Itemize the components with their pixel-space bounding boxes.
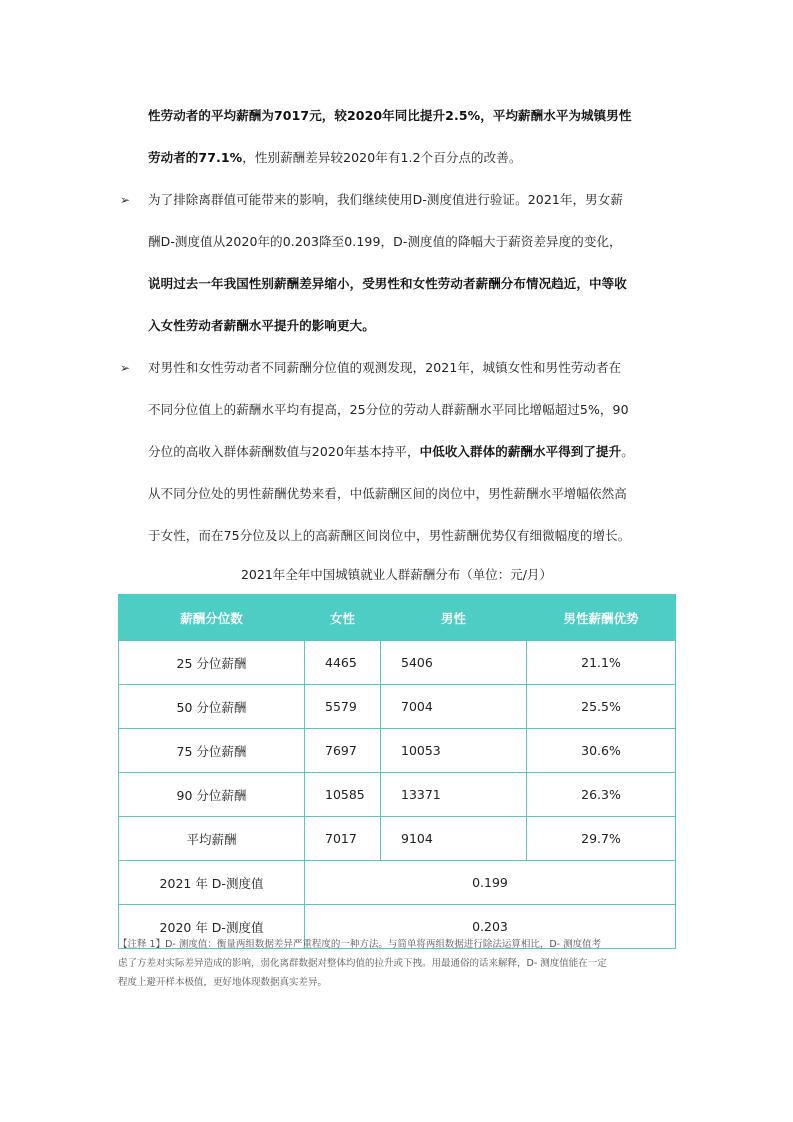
bold-text: 入女性劳动者薪酬水平提升的影响更大。 <box>148 318 375 333</box>
row-label: 2021 年 D-测度值 <box>119 861 305 905</box>
paragraph-line <box>148 442 634 462</box>
text-span: ，性别薪酬差异较2020年有1.2个百分点的改善。 <box>242 150 522 165</box>
bullet-arrow-icon: ➢ <box>120 193 131 207</box>
text-span: 分位的高收入群体薪酬数值与2020年基本持平， <box>148 444 420 459</box>
female-value: 7697 <box>305 729 381 773</box>
table-row <box>119 861 676 905</box>
female-value: 10585 <box>305 773 381 817</box>
bold-text: 性劳动者的平均薪酬为7017元，较2020年同比提升2.5%，平均薪酬水平为城镇男性 <box>148 108 632 123</box>
row-label: 平均薪酬 <box>119 817 305 861</box>
male-value: 7004 <box>381 685 527 729</box>
row-label: 25 分位薪酬 <box>119 641 305 685</box>
footnote <box>118 935 680 992</box>
table-row <box>119 685 676 729</box>
table-header-row <box>119 595 676 641</box>
footnote-line: 程度上避开样本极值，更好地体现数据真实差异。 <box>118 977 328 988</box>
d-measure-value: 0.199 <box>305 861 676 905</box>
table-caption: 2021年全年中国城镇就业人群薪酬分布（单位：元/月） <box>240 567 553 582</box>
paragraph-line <box>148 274 627 294</box>
male-value: 10053 <box>381 729 527 773</box>
row-label: 50 分位薪酬 <box>119 685 305 729</box>
table-row <box>119 729 676 773</box>
header-female: 女性 <box>305 595 381 641</box>
table-row <box>119 817 676 861</box>
table-row <box>119 641 676 685</box>
male-value: 9104 <box>381 817 527 861</box>
footnote-line: 虑了方差对实际差异造成的影响，弱化离群数据对整体均值的拉升或下拽。用最通俗的话来解释，D- 测度值能在一定 <box>118 958 607 969</box>
bold-text: 劳动者的77.1% <box>148 150 243 165</box>
paragraph-line: 从不同分位处的男性薪酬优势来看，中低薪酬区间的岗位中，男性薪酬水平增幅依然高 <box>148 486 627 501</box>
bold-text: 说明过去一年我国性别薪酬差异缩小，受男性和女性劳动者薪酬分布情况趋近，中等收 <box>148 276 627 291</box>
paragraph-line <box>148 106 631 126</box>
female-value: 4465 <box>305 641 381 685</box>
male-value: 13371 <box>381 773 527 817</box>
female-value: 7017 <box>305 817 381 861</box>
paragraph-line: 对男性和女性劳动者不同薪酬分位值的观测发现，2021年，城镇女性和男性劳动者在 <box>148 360 622 375</box>
salary-table <box>118 594 676 949</box>
advantage-value: 25.5% <box>527 685 676 729</box>
bold-text: 中低收入群体的薪酬水平得到了提升 <box>419 444 622 459</box>
table-row <box>119 773 676 817</box>
header-male-advantage: 男性薪酬优势 <box>527 595 676 641</box>
female-value: 5579 <box>305 685 381 729</box>
advantage-value: 21.1% <box>527 641 676 685</box>
text-span: 。 <box>621 444 634 459</box>
advantage-value: 29.7% <box>527 817 676 861</box>
paragraph-line: 为了排除离群值可能带来的影响，我们继续使用D-测度值进行验证。2021年，男女薪 <box>148 192 623 207</box>
d-measure-value: 0.203 <box>305 905 676 949</box>
paragraph-line <box>148 148 521 168</box>
advantage-value: 26.3% <box>527 773 676 817</box>
paragraph-line: 不同分位值上的薪酬水平均有提高，25分位的劳动人群薪酬水平同比增幅超过5%，90 <box>148 402 629 417</box>
row-label: 90 分位薪酬 <box>119 773 305 817</box>
paragraph-line <box>148 316 375 336</box>
header-male: 男性 <box>381 595 527 641</box>
paragraph-line: 酬D-测度值从2020年的0.203降至0.199，D-测度值的降幅大于薪资差异度的变化， <box>148 234 622 249</box>
paragraph-line: 于女性，而在75分位及以上的高薪酬区间岗位中，男性薪酬优势仅有细微幅度的增长。 <box>148 528 631 543</box>
header-percentile: 薪酬分位数 <box>119 595 305 641</box>
row-label: 2020 年 D-测度值 <box>119 905 305 949</box>
male-value: 5406 <box>381 641 527 685</box>
advantage-value: 30.6% <box>527 729 676 773</box>
row-label: 75 分位薪酬 <box>119 729 305 773</box>
footnote-line: 【注释 1】D- 测度值：衡量两组数据差异严重程度的一种方法。与简单将两组数据进行除法运算相比，D- 测度值考 <box>118 939 602 950</box>
bullet-arrow-icon: ➢ <box>120 361 131 375</box>
